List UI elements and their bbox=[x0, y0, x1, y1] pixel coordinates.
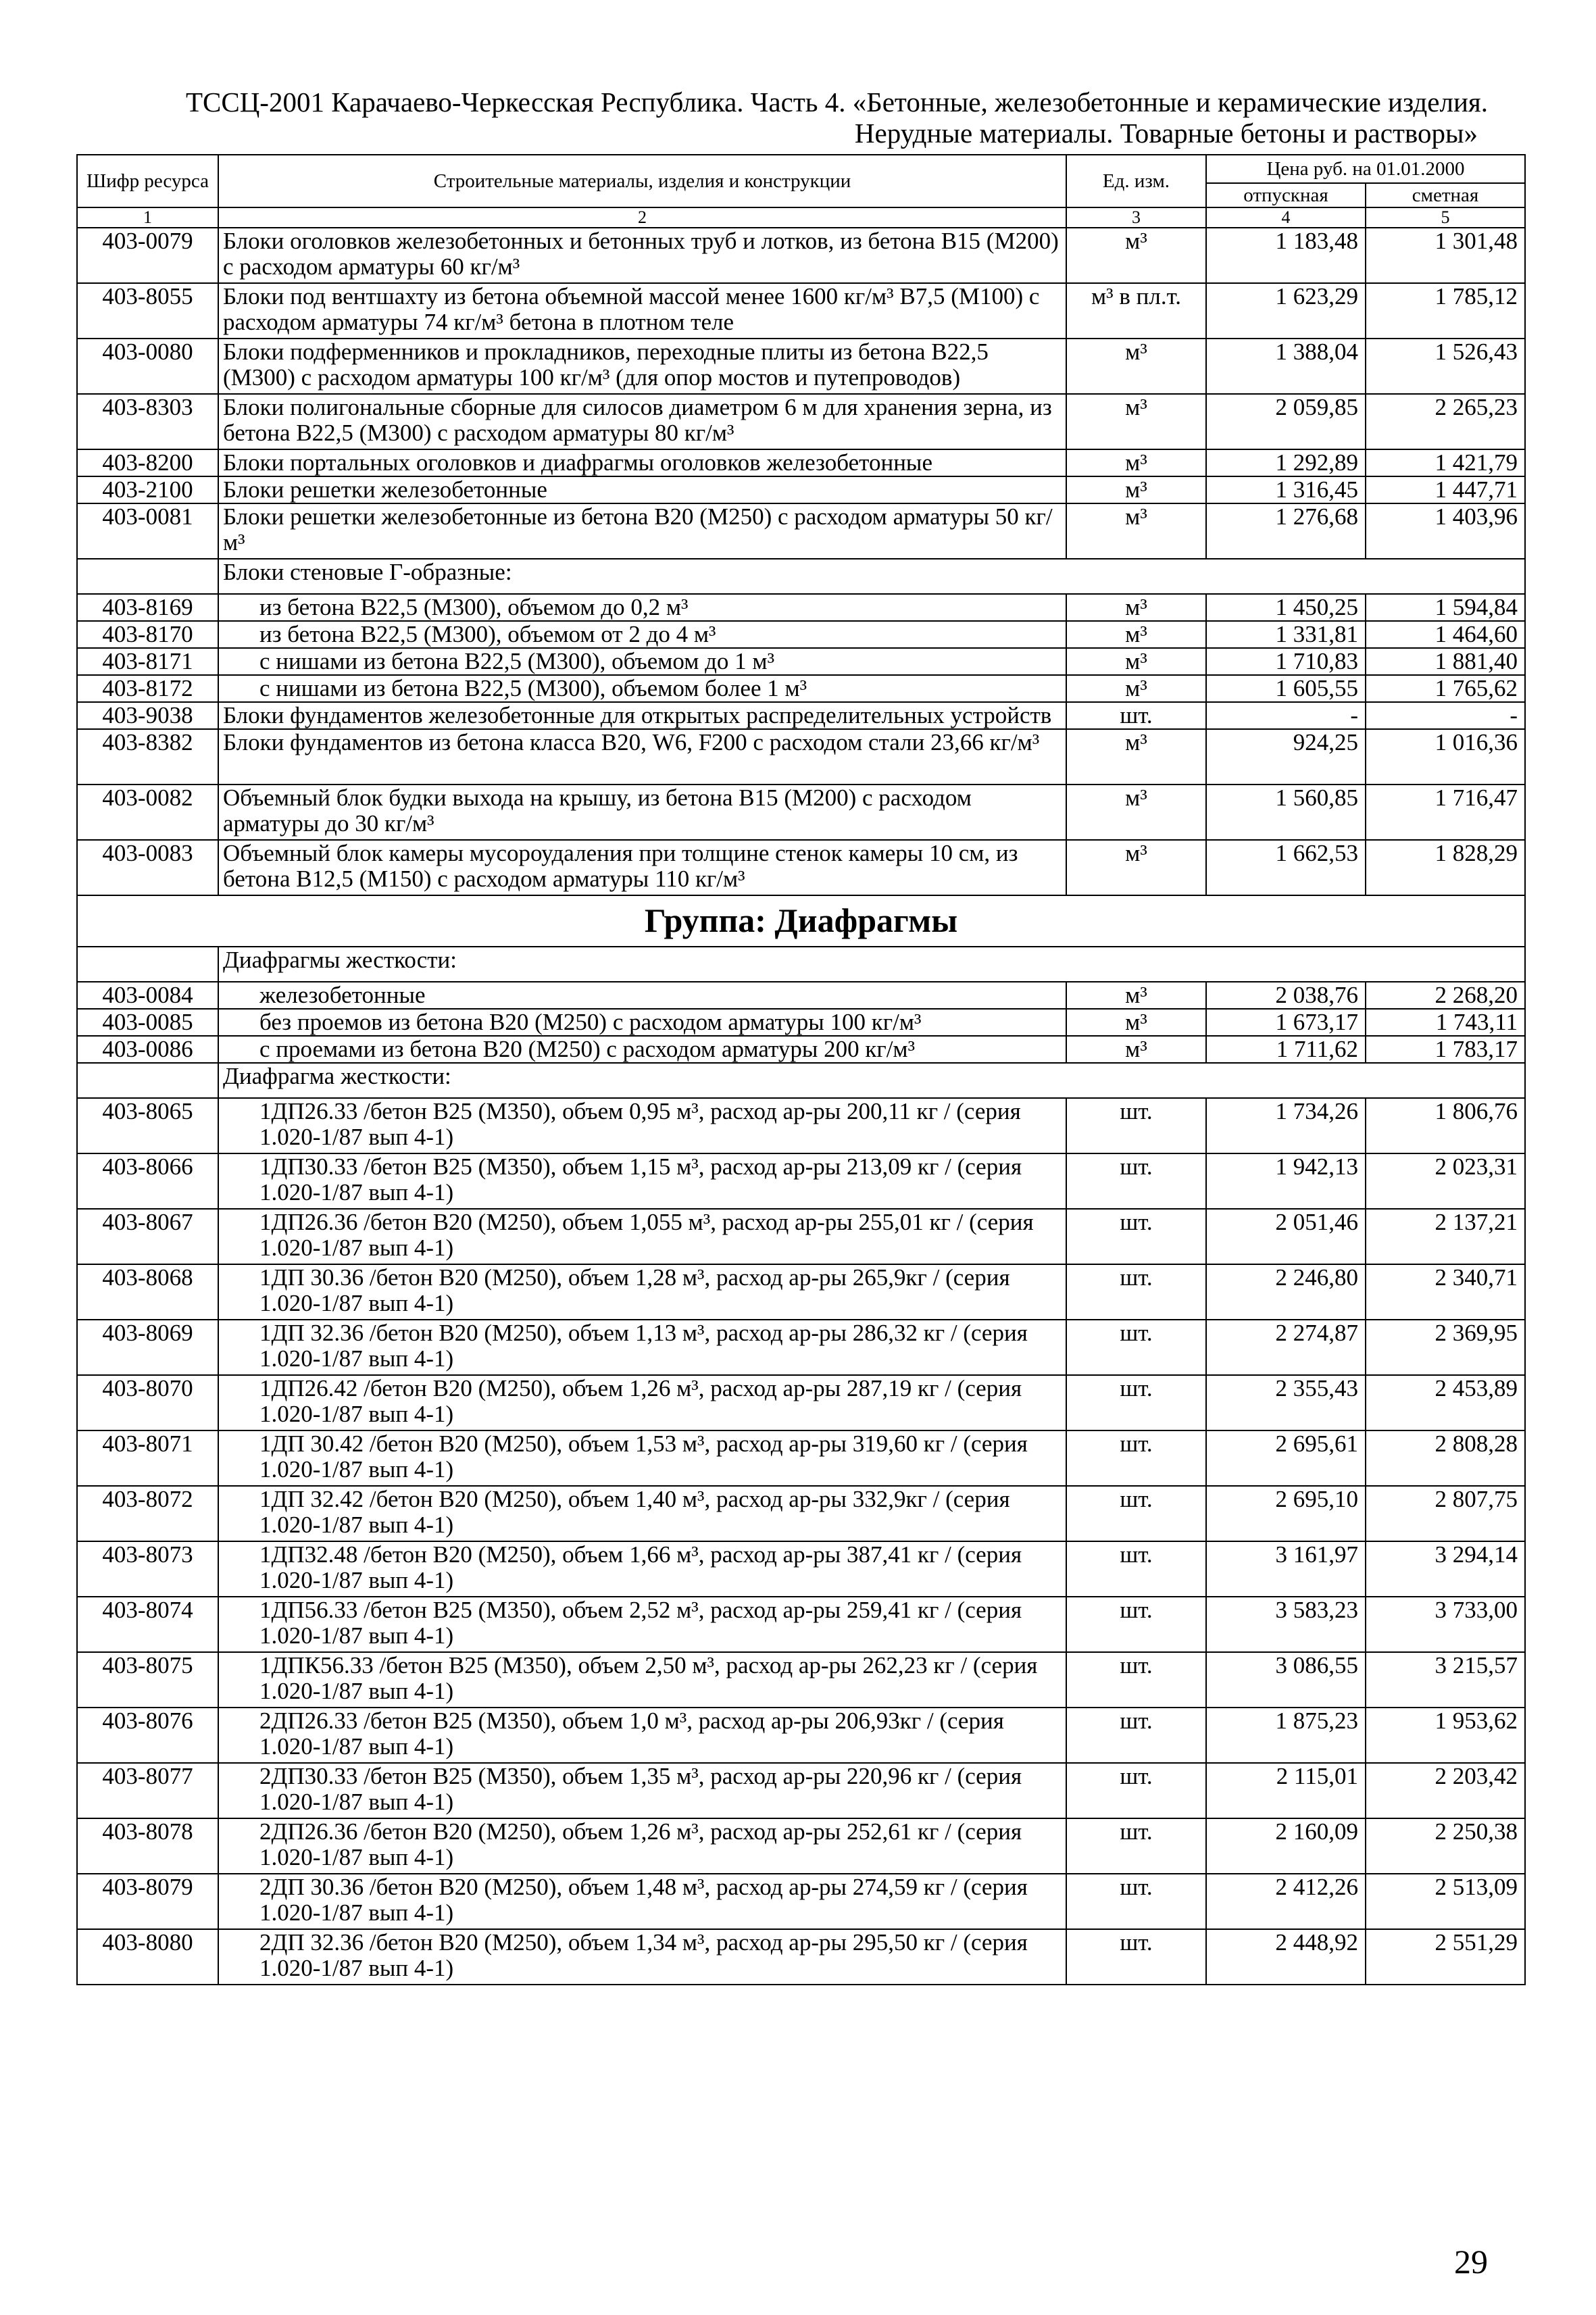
unit-of-measure: м³ в пл.т. bbox=[1066, 283, 1206, 339]
section-spacer bbox=[77, 947, 218, 982]
resource-code: 403-0081 bbox=[77, 503, 218, 559]
item-name: 2ДП30.33 /бетон В25 (М350), объем 1,35 м³, расход ар-ры 220,96 кг / (серия 1.020-1/87 вып 4-1) bbox=[218, 1763, 1066, 1818]
table-row bbox=[77, 503, 1525, 559]
resource-code: 403-8080 bbox=[77, 1929, 218, 1985]
section-row bbox=[77, 947, 1525, 982]
item-name: Объемный блок будки выхода на крышу, из бетона В15 (М200) с расходом арматуры до 30 кг/м³ bbox=[218, 785, 1066, 840]
estimate-price: 2 808,28 bbox=[1366, 1430, 1525, 1486]
resource-code: 403-8068 bbox=[77, 1264, 218, 1320]
table-row bbox=[77, 1597, 1525, 1652]
item-name: из бетона В22,5 (М300), объемом от 2 до 4 м³ bbox=[218, 621, 1066, 648]
estimate-price: 1 806,76 bbox=[1366, 1098, 1525, 1153]
release-price: 3 161,97 bbox=[1206, 1541, 1366, 1597]
estimate-price: 3 215,57 bbox=[1366, 1652, 1525, 1708]
unit-of-measure: м³ bbox=[1066, 840, 1206, 895]
estimate-price: 1 526,43 bbox=[1366, 339, 1525, 394]
group-row bbox=[77, 895, 1525, 947]
table-row bbox=[77, 1541, 1525, 1597]
resource-code: 403-8076 bbox=[77, 1708, 218, 1763]
item-name: из бетона В22,5 (М300), объемом до 0,2 м³ bbox=[218, 594, 1066, 621]
resource-code: 403-8171 bbox=[77, 648, 218, 675]
estimate-price: 2 807,75 bbox=[1366, 1486, 1525, 1541]
resource-code: 403-8079 bbox=[77, 1874, 218, 1929]
estimate-price: 2 453,89 bbox=[1366, 1375, 1525, 1430]
estimate-price: 2 268,20 bbox=[1366, 982, 1525, 1009]
resource-code: 403-8073 bbox=[77, 1541, 218, 1597]
resource-code: 403-0083 bbox=[77, 840, 218, 895]
resource-code: 403-0080 bbox=[77, 339, 218, 394]
price-table bbox=[76, 154, 1526, 1985]
release-price: 2 038,76 bbox=[1206, 982, 1366, 1009]
table-row bbox=[77, 394, 1525, 449]
resource-code: 403-8070 bbox=[77, 1375, 218, 1430]
unit-of-measure: м³ bbox=[1066, 476, 1206, 503]
col-number: 1 bbox=[77, 207, 218, 228]
estimate-price: 1 783,17 bbox=[1366, 1036, 1525, 1063]
release-price: 1 331,81 bbox=[1206, 621, 1366, 648]
estimate-price: 2 340,71 bbox=[1366, 1264, 1525, 1320]
estimate-price: 3 733,00 bbox=[1366, 1597, 1525, 1652]
section-title: Диафрагма жесткости: bbox=[218, 1063, 1525, 1098]
section-row bbox=[77, 559, 1525, 594]
resource-code: 403-8067 bbox=[77, 1209, 218, 1264]
estimate-price: 2 250,38 bbox=[1366, 1818, 1525, 1874]
resource-code: 403-0084 bbox=[77, 982, 218, 1009]
release-price: 2 246,80 bbox=[1206, 1264, 1366, 1320]
item-name: 2ДП26.36 /бетон В20 (М250), объем 1,26 м³, расход ар-ры 252,61 кг / (серия 1.020-1/87 вып 4-1) bbox=[218, 1818, 1066, 1874]
item-name: 2ДП 30.36 /бетон В20 (М250), объем 1,48 м³, расход ар-ры 274,59 кг / (серия 1.020-1/87 вып 4-1) bbox=[218, 1874, 1066, 1929]
item-name: Блоки решетки железобетонные из бетона В20 (М250) с расходом арматуры 50 кг/м³ bbox=[218, 503, 1066, 559]
release-price: 2 695,61 bbox=[1206, 1430, 1366, 1486]
table-row bbox=[77, 785, 1525, 840]
release-price: 3 583,23 bbox=[1206, 1597, 1366, 1652]
release-price: 1 276,68 bbox=[1206, 503, 1366, 559]
item-name: Блоки полигональные сборные для силосов диаметром 6 м для хранения зерна, из бетона В22,5 (М300) с расходом арматуры 80 кг/м³ bbox=[218, 394, 1066, 449]
estimate-price: 1 464,60 bbox=[1366, 621, 1525, 648]
resource-code: 403-8071 bbox=[77, 1430, 218, 1486]
unit-of-measure: м³ bbox=[1066, 785, 1206, 840]
resource-code: 403-8172 bbox=[77, 675, 218, 702]
item-name: Блоки фундаментов железобетонные для открытых распределительных устройств bbox=[218, 702, 1066, 729]
estimate-price: 2 551,29 bbox=[1366, 1929, 1525, 1985]
resource-code: 403-8169 bbox=[77, 594, 218, 621]
unit-of-measure: шт. bbox=[1066, 1597, 1206, 1652]
col-header-price: Цена руб. на 01.01.2000 bbox=[1206, 155, 1525, 183]
unit-of-measure: м³ bbox=[1066, 228, 1206, 283]
estimate-price: 1 765,62 bbox=[1366, 675, 1525, 702]
page-number: 29 bbox=[1454, 2243, 1488, 2281]
unit-of-measure: шт. bbox=[1066, 1098, 1206, 1153]
item-name: Объемный блок камеры мусороудаления при толщине стенок камеры 10 см, из бетона В12,5 (М150) с расходом арматуры 110 кг/м³ bbox=[218, 840, 1066, 895]
estimate-price: 1 743,11 bbox=[1366, 1009, 1525, 1036]
unit-of-measure: шт. bbox=[1066, 1541, 1206, 1597]
release-price: 1 316,45 bbox=[1206, 476, 1366, 503]
resource-code: 403-8069 bbox=[77, 1320, 218, 1375]
item-name: 2ДП26.33 /бетон В25 (М350), объем 1,0 м³, расход ар-ры 206,93кг / (серия 1.020-1/87 вып 4-1) bbox=[218, 1708, 1066, 1763]
release-price: 2 448,92 bbox=[1206, 1929, 1366, 1985]
estimate-price: 1 594,84 bbox=[1366, 594, 1525, 621]
table-row bbox=[77, 648, 1525, 675]
unit-of-measure: м³ bbox=[1066, 1036, 1206, 1063]
resource-code: 403-8055 bbox=[77, 283, 218, 339]
table-row bbox=[77, 1486, 1525, 1541]
table-row bbox=[77, 1098, 1525, 1153]
resource-code: 403-8072 bbox=[77, 1486, 218, 1541]
estimate-price: 3 294,14 bbox=[1366, 1541, 1525, 1597]
item-name: 1ДП26.33 /бетон В25 (М350), объем 0,95 м³, расход ар-ры 200,11 кг / (серия 1.020-1/87 вып 4-1) bbox=[218, 1098, 1066, 1153]
release-price: 2 695,10 bbox=[1206, 1486, 1366, 1541]
section-spacer bbox=[77, 559, 218, 594]
resource-code: 403-8077 bbox=[77, 1763, 218, 1818]
estimate-price: 1 301,48 bbox=[1366, 228, 1525, 283]
unit-of-measure: шт. bbox=[1066, 1929, 1206, 1985]
item-name: Блоки оголовков железобетонных и бетонных труб и лотков, из бетона В15 (М200) с расходом арматуры 60 кг/м³ bbox=[218, 228, 1066, 283]
unit-of-measure: шт. bbox=[1066, 702, 1206, 729]
table-row bbox=[77, 1036, 1525, 1063]
table-row bbox=[77, 283, 1525, 339]
col-number: 3 bbox=[1066, 207, 1206, 228]
col-header-estimate: сметная bbox=[1366, 183, 1525, 207]
section-title: Блоки стеновые Г-образные: bbox=[218, 559, 1525, 594]
table-row bbox=[77, 449, 1525, 476]
release-price: 1 623,29 bbox=[1206, 283, 1366, 339]
item-name: Блоки под вентшахту из бетона объемной массой менее 1600 кг/м³ В7,5 (М100) с расходом арматуры 74 кг/м³ бетона в плотном теле bbox=[218, 283, 1066, 339]
resource-code: 403-8200 bbox=[77, 449, 218, 476]
unit-of-measure: шт. bbox=[1066, 1264, 1206, 1320]
item-name: 1ДП32.48 /бетон В20 (М250), объем 1,66 м³, расход ар-ры 387,41 кг / (серия 1.020-1/87 вып 4-1) bbox=[218, 1541, 1066, 1597]
table-row bbox=[77, 1209, 1525, 1264]
item-name: 1ДП 30.42 /бетон В20 (М250), объем 1,53 м³, расход ар-ры 319,60 кг / (серия 1.020-1/87 вып 4-1) bbox=[218, 1430, 1066, 1486]
resource-code: 403-8065 bbox=[77, 1098, 218, 1153]
unit-of-measure: м³ bbox=[1066, 449, 1206, 476]
item-name: 2ДП 32.36 /бетон В20 (М250), объем 1,34 м³, расход ар-ры 295,50 кг / (серия 1.020-1/87 вып 4-1) bbox=[218, 1929, 1066, 1985]
item-name: Блоки фундаментов из бетона класса В20, W6, F200 с расходом стали 23,66 кг/м³ bbox=[218, 729, 1066, 785]
item-name: Блоки подферменников и прокладников, переходные плиты из бетона В22,5 (М300) с расходом арматуры 100 кг/м³ (для опор мостов и путепроводов) bbox=[218, 339, 1066, 394]
item-name: 1ДП26.42 /бетон В20 (М250), объем 1,26 м³, расход ар-ры 287,19 кг / (серия 1.020-1/87 вып 4-1) bbox=[218, 1375, 1066, 1430]
table-row bbox=[77, 1430, 1525, 1486]
release-price: 2 412,26 bbox=[1206, 1874, 1366, 1929]
release-price: 1 673,17 bbox=[1206, 1009, 1366, 1036]
release-price: 1 388,04 bbox=[1206, 339, 1366, 394]
section-title: Диафрагмы жесткости: bbox=[218, 947, 1525, 982]
resource-code: 403-0085 bbox=[77, 1009, 218, 1036]
table-row bbox=[77, 1874, 1525, 1929]
unit-of-measure: шт. bbox=[1066, 1375, 1206, 1430]
unit-of-measure: м³ bbox=[1066, 503, 1206, 559]
unit-of-measure: м³ bbox=[1066, 675, 1206, 702]
release-price: 1 605,55 bbox=[1206, 675, 1366, 702]
table-row bbox=[77, 1763, 1525, 1818]
estimate-price: 1 881,40 bbox=[1366, 648, 1525, 675]
col-header-release: отпускная bbox=[1206, 183, 1366, 207]
item-name: с проемами из бетона В20 (М250) с расходом арматуры 200 кг/м³ bbox=[218, 1036, 1066, 1063]
table-row bbox=[77, 339, 1525, 394]
unit-of-measure: м³ bbox=[1066, 621, 1206, 648]
section-spacer bbox=[77, 1063, 218, 1098]
item-name: 1ДП26.36 /бетон В20 (М250), объем 1,055 м³, расход ар-ры 255,01 кг / (серия 1.020-1/87 вып 4-1) bbox=[218, 1209, 1066, 1264]
release-price: 2 059,85 bbox=[1206, 394, 1366, 449]
table-row bbox=[77, 982, 1525, 1009]
resource-code: 403-9038 bbox=[77, 702, 218, 729]
unit-of-measure: шт. bbox=[1066, 1320, 1206, 1375]
estimate-price: 2 137,21 bbox=[1366, 1209, 1525, 1264]
table-body bbox=[77, 228, 1525, 1985]
unit-of-measure: м³ bbox=[1066, 729, 1206, 785]
release-price: 1 734,26 bbox=[1206, 1098, 1366, 1153]
section-row bbox=[77, 1063, 1525, 1098]
item-name: 1ДП 32.36 /бетон В20 (М250), объем 1,13 м³, расход ар-ры 286,32 кг / (серия 1.020-1/87 вып 4-1) bbox=[218, 1320, 1066, 1375]
estimate-price: 2 023,31 bbox=[1366, 1153, 1525, 1209]
table-row bbox=[77, 476, 1525, 503]
release-price: 2 160,09 bbox=[1206, 1818, 1366, 1874]
table-row bbox=[77, 228, 1525, 283]
unit-of-measure: м³ bbox=[1066, 982, 1206, 1009]
table-row bbox=[77, 1818, 1525, 1874]
estimate-price: 2 265,23 bbox=[1366, 394, 1525, 449]
item-name: с нишами из бетона В22,5 (М300), объемом более 1 м³ bbox=[218, 675, 1066, 702]
unit-of-measure: м³ bbox=[1066, 1009, 1206, 1036]
unit-of-measure: шт. bbox=[1066, 1708, 1206, 1763]
item-name: 1ДП 30.36 /бетон В20 (М250), объем 1,28 м³, расход ар-ры 265,9кг / (серия 1.020-1/87 вып 4-1) bbox=[218, 1264, 1066, 1320]
release-price: 1 875,23 bbox=[1206, 1708, 1366, 1763]
table-row bbox=[77, 621, 1525, 648]
estimate-price: 1 016,36 bbox=[1366, 729, 1525, 785]
item-name: с нишами из бетона В22,5 (М300), объемом до 1 м³ bbox=[218, 648, 1066, 675]
item-name: 1ДП 32.42 /бетон В20 (М250), объем 1,40 м³, расход ар-ры 332,9кг / (серия 1.020-1/87 вып 4-1) bbox=[218, 1486, 1066, 1541]
unit-of-measure: м³ bbox=[1066, 339, 1206, 394]
estimate-price: 1 716,47 bbox=[1366, 785, 1525, 840]
release-price: 1 711,62 bbox=[1206, 1036, 1366, 1063]
item-name: 1ДП56.33 /бетон В25 (М350), объем 2,52 м³, расход ар-ры 259,41 кг / (серия 1.020-1/87 вып 4-1) bbox=[218, 1597, 1066, 1652]
estimate-price: 1 785,12 bbox=[1366, 283, 1525, 339]
unit-of-measure: м³ bbox=[1066, 394, 1206, 449]
estimate-price: 2 513,09 bbox=[1366, 1874, 1525, 1929]
table-row bbox=[77, 1375, 1525, 1430]
table-row bbox=[77, 1708, 1525, 1763]
release-price: 1 450,25 bbox=[1206, 594, 1366, 621]
release-price: 924,25 bbox=[1206, 729, 1366, 785]
release-price: 3 086,55 bbox=[1206, 1652, 1366, 1708]
estimate-price: 2 369,95 bbox=[1366, 1320, 1525, 1375]
table-row bbox=[77, 729, 1525, 785]
table-row bbox=[77, 1320, 1525, 1375]
item-name: Блоки портальных оголовков и диафрагмы оголовков железобетонные bbox=[218, 449, 1066, 476]
resource-code: 403-2100 bbox=[77, 476, 218, 503]
resource-code: 403-8382 bbox=[77, 729, 218, 785]
estimate-price: 1 953,62 bbox=[1366, 1708, 1525, 1763]
estimate-price: 1 421,79 bbox=[1366, 449, 1525, 476]
table-row bbox=[77, 675, 1525, 702]
resource-code: 403-0082 bbox=[77, 785, 218, 840]
release-price: 2 115,01 bbox=[1206, 1763, 1366, 1818]
group-title: Группа: Диафрагмы bbox=[77, 895, 1525, 947]
resource-code: 403-8075 bbox=[77, 1652, 218, 1708]
resource-code: 403-8303 bbox=[77, 394, 218, 449]
estimate-price: 2 203,42 bbox=[1366, 1763, 1525, 1818]
item-name: железобетонные bbox=[218, 982, 1066, 1009]
release-price: 2 355,43 bbox=[1206, 1375, 1366, 1430]
resource-code: 403-0079 bbox=[77, 228, 218, 283]
estimate-price: 1 828,29 bbox=[1366, 840, 1525, 895]
resource-code: 403-8074 bbox=[77, 1597, 218, 1652]
unit-of-measure: шт. bbox=[1066, 1153, 1206, 1209]
release-price: - bbox=[1206, 702, 1366, 729]
release-price: 2 274,87 bbox=[1206, 1320, 1366, 1375]
release-price: 1 942,13 bbox=[1206, 1153, 1366, 1209]
release-price: 1 560,85 bbox=[1206, 785, 1366, 840]
table-row bbox=[77, 1153, 1525, 1209]
release-price: 2 051,46 bbox=[1206, 1209, 1366, 1264]
col-number: 4 bbox=[1206, 207, 1366, 228]
col-number: 2 bbox=[218, 207, 1066, 228]
unit-of-measure: м³ bbox=[1066, 648, 1206, 675]
table-row bbox=[77, 1929, 1525, 1985]
item-name: без проемов из бетона В20 (М250) с расходом арматуры 100 кг/м³ bbox=[218, 1009, 1066, 1036]
release-price: 1 710,83 bbox=[1206, 648, 1366, 675]
resource-code: 403-8170 bbox=[77, 621, 218, 648]
col-header-code: Шифр ресурса bbox=[77, 155, 218, 207]
item-name: 1ДПК56.33 /бетон В25 (М350), объем 2,50 м³, расход ар-ры 262,23 кг / (серия 1.020-1/87 вып 4-1) bbox=[218, 1652, 1066, 1708]
table-row bbox=[77, 840, 1525, 895]
unit-of-measure: шт. bbox=[1066, 1209, 1206, 1264]
release-price: 1 183,48 bbox=[1206, 228, 1366, 283]
unit-of-measure: шт. bbox=[1066, 1430, 1206, 1486]
col-header-name: Строительные материалы, изделия и конструкции bbox=[218, 155, 1066, 207]
unit-of-measure: шт. bbox=[1066, 1652, 1206, 1708]
resource-code: 403-8078 bbox=[77, 1818, 218, 1874]
unit-of-measure: м³ bbox=[1066, 594, 1206, 621]
table-row bbox=[77, 702, 1525, 729]
estimate-price: 1 447,71 bbox=[1366, 476, 1525, 503]
item-name: 1ДП30.33 /бетон В25 (М350), объем 1,15 м³, расход ар-ры 213,09 кг / (серия 1.020-1/87 вып 4-1) bbox=[218, 1153, 1066, 1209]
table-row bbox=[77, 1652, 1525, 1708]
table-row bbox=[77, 594, 1525, 621]
table-row bbox=[77, 1009, 1525, 1036]
col-header-unit: Ед. изм. bbox=[1066, 155, 1206, 207]
unit-of-measure: шт. bbox=[1066, 1486, 1206, 1541]
release-price: 1 662,53 bbox=[1206, 840, 1366, 895]
header-line-1: ТССЦ-2001 Карачаево-Черкесская Республика. Часть 4. «Бетонные, железобетонные и керамические изделия. bbox=[185, 86, 1488, 118]
unit-of-measure: шт. bbox=[1066, 1818, 1206, 1874]
col-number: 5 bbox=[1366, 207, 1525, 228]
unit-of-measure: шт. bbox=[1066, 1763, 1206, 1818]
release-price: 1 292,89 bbox=[1206, 449, 1366, 476]
item-name: Блоки решетки железобетонные bbox=[218, 476, 1066, 503]
resource-code: 403-8066 bbox=[77, 1153, 218, 1209]
estimate-price: 1 403,96 bbox=[1366, 503, 1525, 559]
table-row bbox=[77, 1264, 1525, 1320]
unit-of-measure: шт. bbox=[1066, 1874, 1206, 1929]
header-line-2: Нерудные материалы. Товарные бетоны и растворы» bbox=[854, 118, 1478, 149]
resource-code: 403-0086 bbox=[77, 1036, 218, 1063]
estimate-price: - bbox=[1366, 702, 1525, 729]
